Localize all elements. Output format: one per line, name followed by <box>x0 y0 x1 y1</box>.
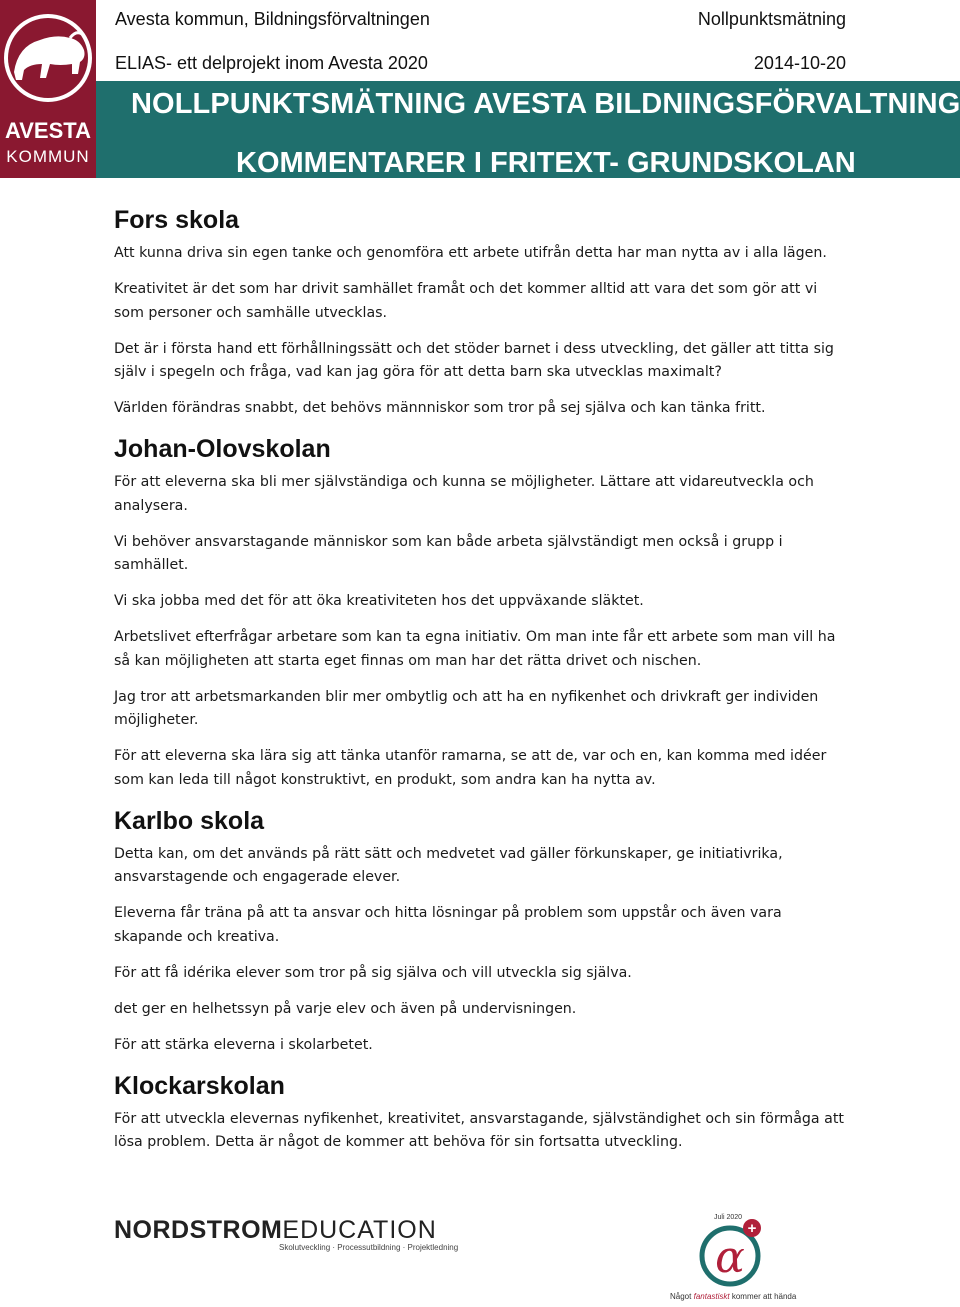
paragraph: Kreativitet är det som har drivit samhället framåt och det kommer alltid att vara det som gör att vi som personer och samhälle utvecklas. <box>114 281 818 321</box>
brand-light: EDUCATION <box>282 1216 437 1244</box>
paragraph: För att eleverna ska bli mer självständiga och kunna se möjligheter. Lättare att vidareutveckla och analysera. <box>114 474 814 514</box>
paragraph: För att stärka eleverna i skolarbetet. <box>114 1036 373 1053</box>
section-heading: Klockarskolan <box>114 1071 285 1100</box>
page-subtitle: KOMMENTARER I FRITEXT- GRUNDSKOLAN <box>236 147 856 179</box>
paragraph: För att utveckla elevernas nyfikenhet, kreativitet, ansvarstagande, självständighet och sin förmåga att lösa problem. Detta är något de kommer att behöva för sin fortsatta utveckling. <box>114 1110 844 1150</box>
section-heading: Johan-Olovskolan <box>114 435 331 463</box>
section-johan-olovskolan <box>114 433 850 792</box>
paragraph: För att eleverna ska lära sig att tänka utanför ramarna, se att de, var och en, kan komma med idéer som kan leda till något konstruktivt, en produkt, som andra kan ha nytta av. <box>114 748 827 788</box>
header-date: 2014-10-20 <box>753 53 846 73</box>
paragraph: Världen förändras snabbt, det behövs männniskor som tror på sej själva och kan tänka fritt. <box>114 400 766 416</box>
section-heading: Fors skola <box>114 206 240 234</box>
paragraph: Detta kan, om det används på rätt sätt och medvetet vad gäller förkunskaper, ge initiativrika, ansvarstagende och engagerade elever. <box>114 845 783 885</box>
paragraph: Att kunna driva sin egen tanke och genomföra ett arbete utifrån detta har man nytta av i alla lägen. <box>114 245 827 261</box>
nordstrom-education-logo <box>114 1216 458 1252</box>
paragraph: Vi behöver ansvarstagande människor som kan både arbeta självständigt men också i grupp i samhället. <box>114 533 783 573</box>
paragraph: Arbetslivet efterfrågar arbetare som kan ta egna initiativ. Om man inte får ett arbete som man vill ha så kan möjligheten att starta eget finnas om man har det rätta drivet och nischen. <box>114 629 836 669</box>
document-body <box>114 204 850 1167</box>
badge-year: Juli 2020 <box>714 1214 743 1221</box>
logo-text-2: KOMMUN <box>6 147 90 166</box>
tagline-post: kommer att hända <box>731 1292 797 1301</box>
paragraph: Vi ska jobba med det för att öka kreativiteten hos det uppväxande släktet. <box>114 593 644 609</box>
header-doc-type: Nollpunktsmätning <box>697 9 846 29</box>
paragraph: det ger en helhetssyn på varje elev och även på undervisningen. <box>114 1000 577 1017</box>
tagline-pre: Något <box>670 1292 692 1301</box>
brand-bold: NORDSTROM <box>114 1216 283 1244</box>
logo-text-1: AVESTA <box>5 118 91 143</box>
avesta-2020-logo <box>660 1212 800 1304</box>
section-karlbo-skola <box>114 805 850 1058</box>
paragraph: Det är i första hand ett förhållningssätt och det stöder barnet i dess utveckling, det gäller att titta sig själv i spegeln och fråga, vad kan jag göra för att detta barn ska utvecklas maximalt? <box>114 340 834 380</box>
paragraph: För att få idérika elever som tror på sig själva och vill utveckla sig själva. <box>114 964 632 981</box>
tagline <box>670 1292 796 1301</box>
header-org: Avesta kommun, Bildningsförvaltningen <box>115 9 430 29</box>
paragraph: Eleverna får träna på att ta ansvar och hitta lösningar på problem som uppstår och även vara skapande och kreativa. <box>114 905 782 945</box>
tagline-fancy: fantastiskt <box>693 1292 730 1301</box>
section-klockarskolan <box>114 1070 850 1155</box>
paragraph: Jag tror att arbetsmarkanden blir mer ombytlig och att ha en nyfikenhet och drivkraft ger individen möjligheter. <box>114 688 819 728</box>
page-title: NOLLPUNKTSMÄTNING AVESTA BILDNINGSFÖRVALTNING <box>131 88 960 120</box>
avesta-logo <box>0 0 96 178</box>
header-project: ELIAS- ett delprojekt inom Avesta 2020 <box>115 53 428 73</box>
svg-text:+: + <box>747 1220 757 1237</box>
alpha-plus-icon <box>660 1212 800 1290</box>
section-fors-skola <box>114 204 850 421</box>
brand-subtitle: Skolutveckling · Processutbildning · Projektledning <box>279 1243 459 1252</box>
section-heading: Karlbo skola <box>114 806 265 835</box>
bison-emblem-icon <box>0 0 96 178</box>
svg-text:α: α <box>715 1232 745 1283</box>
